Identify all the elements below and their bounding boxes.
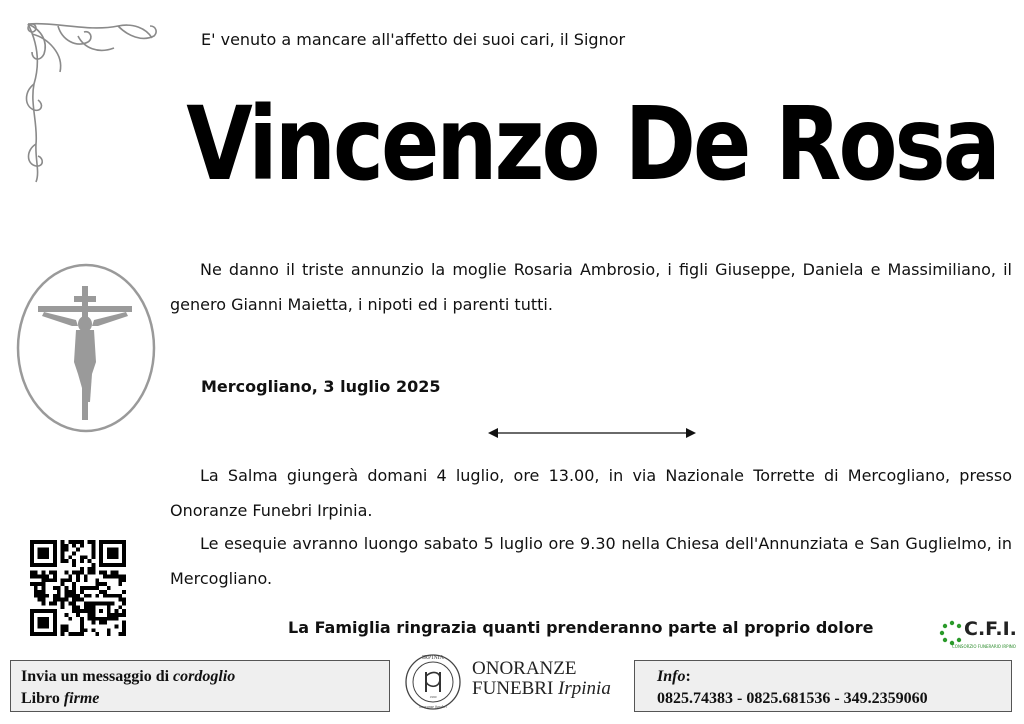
condolence-box[interactable] bbox=[10, 660, 390, 712]
cfi-subtitle: CONSORZIO FUNERARIO IRPINO bbox=[952, 644, 1016, 649]
intro-text: E' venuto a mancare all'affetto dei suoi cari, il Signor bbox=[201, 30, 626, 49]
phone-numbers[interactable]: 0825.74383 - 0825.681536 - 349.2359060 bbox=[657, 690, 928, 707]
esequie-text: Le esequie avranno luongo sabato 5 luglio ore 9.30 nella Chiesa dell'Annunziata e San Guglielmo, in Mercogliano. bbox=[170, 534, 1012, 588]
salma-paragraph bbox=[170, 458, 1012, 528]
cfi-logo bbox=[938, 616, 1016, 652]
svg-text:1990: 1990 bbox=[429, 695, 437, 699]
double-arrow-icon bbox=[488, 426, 696, 440]
cfi-label: C.F.I. bbox=[964, 618, 1017, 640]
funeral-home-name bbox=[472, 659, 611, 699]
deceased-name: Vincenzo De Rosa bbox=[186, 86, 998, 204]
brand-line-2: FUNEBRI Irpinia bbox=[472, 678, 611, 699]
salma-text: La Salma giungerà domani 4 luglio, ore 13.00, in via Nazionale Torrette di Mercogliano, presso Onoranze Funebri Irpinia. bbox=[170, 466, 1012, 520]
crucifix-icon bbox=[14, 262, 158, 434]
svg-text:IRPINIA: IRPINIA bbox=[422, 655, 444, 661]
family-thanks: La Famiglia ringrazia quanti prenderanno parte al proprio dolore bbox=[288, 618, 874, 637]
svg-text:onoranze funebri: onoranze funebri bbox=[419, 704, 447, 709]
funeral-home-emblem-icon bbox=[403, 648, 463, 712]
brand-line-1: ONORANZE bbox=[472, 658, 577, 679]
place-date: Mercogliano, 3 luglio 2025 bbox=[201, 377, 441, 396]
info-label: Info bbox=[657, 668, 686, 685]
qr-code-icon[interactable] bbox=[30, 540, 126, 636]
esequie-paragraph bbox=[170, 526, 1012, 596]
guestbook-link[interactable]: Libro firme bbox=[21, 690, 100, 707]
info-label-row: Info: bbox=[657, 668, 691, 685]
announcement-text: Ne danno il triste annunzio la moglie Rosaria Ambrosio, i figli Giuseppe, Daniela e Massimiliano, il genero Gianni Maietta, i nipoti ed i parenti tutti. bbox=[170, 260, 1012, 314]
info-box bbox=[634, 660, 1012, 712]
condolence-link[interactable]: Invia un messaggio di cordoglio bbox=[21, 668, 236, 685]
announcement-paragraph bbox=[170, 252, 1012, 322]
